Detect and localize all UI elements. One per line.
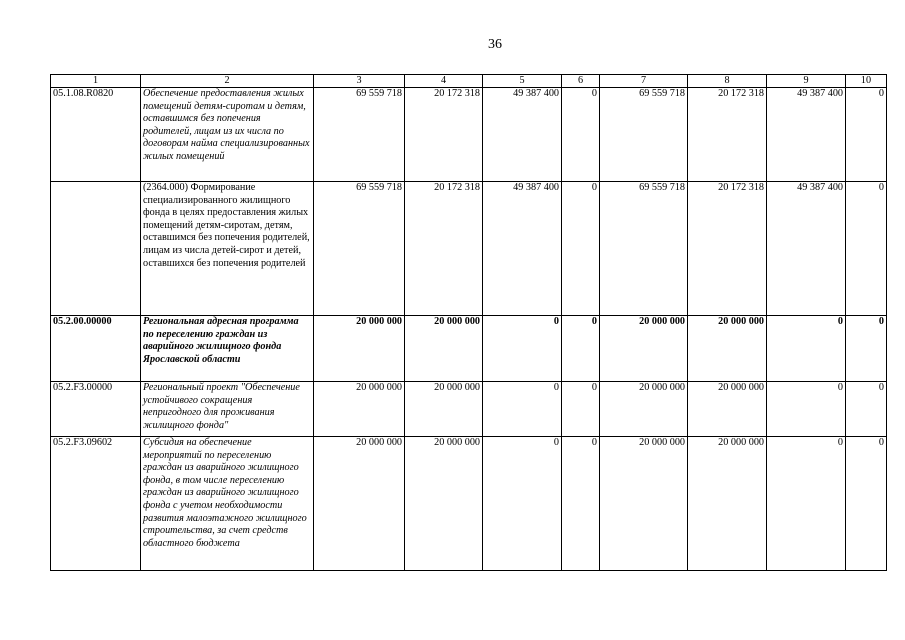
cell-value: 0 (483, 382, 562, 437)
cell-value: 20 000 000 (688, 316, 767, 382)
column-header: 4 (405, 75, 483, 88)
cell-value: 0 (562, 382, 600, 437)
row-description: (2364.000) Формирование специализированного жилищного фонда в целях предоставления жилых помещений детям-сиротам, детям, оставшимся без попечения родителей, лицам из числа детей-сирот и детей, оставшихся без попечения родителей (141, 182, 314, 316)
table-header-row (51, 75, 887, 88)
row-code: 05.2.F3.00000 (51, 382, 141, 437)
cell-value: 20 000 000 (600, 437, 688, 571)
cell-value: 49 387 400 (483, 88, 562, 182)
cell-value: 0 (562, 88, 600, 182)
cell-value: 20 172 318 (405, 88, 483, 182)
column-header: 10 (846, 75, 887, 88)
cell-value: 0 (846, 88, 887, 182)
cell-value: 69 559 718 (314, 182, 405, 316)
row-code (51, 182, 141, 316)
table-row (51, 316, 887, 382)
row-description: Региональный проект "Обеспечение устойчивого сокращения непригодного для проживания жилищного фонда" (141, 382, 314, 437)
cell-value: 49 387 400 (767, 182, 846, 316)
table-row (51, 88, 887, 182)
column-header: 2 (141, 75, 314, 88)
table-row (51, 182, 887, 316)
column-header: 6 (562, 75, 600, 88)
row-description: Субсидия на обеспечение мероприятий по переселению граждан из аварийного жилищного фонда, в том числе переселению граждан из аварийного жилищного фонда с учетом необходимости развития малоэтажного жилищного строительства, за счет средств областного бюджета (141, 437, 314, 571)
row-code: 05.1.08.R0820 (51, 88, 141, 182)
cell-value: 20 000 000 (314, 382, 405, 437)
cell-value: 20 172 318 (688, 88, 767, 182)
page-number: 36 (488, 37, 502, 52)
cell-value: 69 559 718 (600, 88, 688, 182)
cell-value: 20 000 000 (314, 437, 405, 571)
cell-value: 20 000 000 (688, 382, 767, 437)
row-code: 05.2.F3.09602 (51, 437, 141, 571)
cell-value: 69 559 718 (314, 88, 405, 182)
cell-value: 0 (767, 437, 846, 571)
column-header: 9 (767, 75, 846, 88)
column-header: 1 (51, 75, 141, 88)
cell-value: 0 (562, 437, 600, 571)
cell-value: 49 387 400 (483, 182, 562, 316)
cell-value: 0 (483, 316, 562, 382)
column-header: 7 (600, 75, 688, 88)
table-row (51, 437, 887, 571)
cell-value: 0 (767, 382, 846, 437)
cell-value: 49 387 400 (767, 88, 846, 182)
cell-value: 20 000 000 (405, 316, 483, 382)
cell-value: 20 000 000 (405, 382, 483, 437)
cell-value: 20 172 318 (405, 182, 483, 316)
cell-value: 20 172 318 (688, 182, 767, 316)
cell-value: 0 (846, 316, 887, 382)
cell-value: 20 000 000 (314, 316, 405, 382)
cell-value: 0 (483, 437, 562, 571)
cell-value: 20 000 000 (600, 316, 688, 382)
budget-table (50, 74, 887, 571)
row-code: 05.2.00.00000 (51, 316, 141, 382)
cell-value: 0 (562, 316, 600, 382)
cell-value: 20 000 000 (600, 382, 688, 437)
cell-value: 0 (846, 382, 887, 437)
table-row (51, 382, 887, 437)
cell-value: 20 000 000 (688, 437, 767, 571)
cell-value: 0 (562, 182, 600, 316)
cell-value: 0 (846, 437, 887, 571)
column-header: 8 (688, 75, 767, 88)
cell-value: 0 (767, 316, 846, 382)
cell-value: 69 559 718 (600, 182, 688, 316)
column-header: 5 (483, 75, 562, 88)
cell-value: 20 000 000 (405, 437, 483, 571)
row-description: Региональная адресная программа по переселению граждан из аварийного жилищного фонда Ярославской области (141, 316, 314, 382)
column-header: 3 (314, 75, 405, 88)
cell-value: 0 (846, 182, 887, 316)
row-description: Обеспечение предоставления жилых помещений детям-сиротам и детям, оставшимся без попечения родителей, лицам из их числа по договорам найма специализированных жилых помещений (141, 88, 314, 182)
